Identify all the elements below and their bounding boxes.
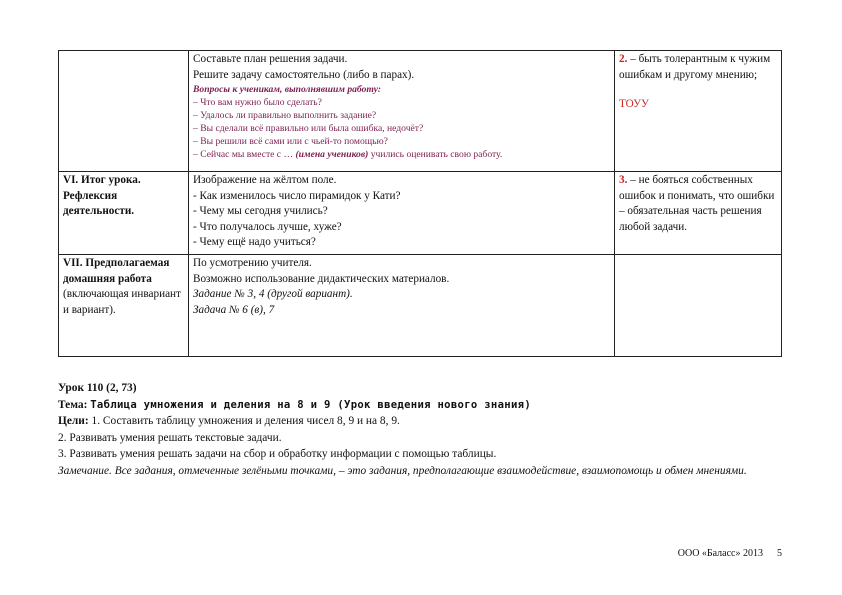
value-number: 3.: [619, 174, 628, 186]
goal-item: 2. Развивать умения решать текстовые задачи.: [58, 431, 282, 444]
lesson-heading: Урок 110 (2, 73): [58, 382, 137, 394]
question-suffix: учились оценивать свою работу.: [370, 149, 503, 160]
question-line: [193, 148, 610, 161]
question-line: – Вы решили всё сами или с чьей-то помощью?: [193, 136, 388, 147]
goal-item: 3. Развивать умения решать задачи на сбор и обработку информации с помощью таблицы.: [58, 448, 497, 460]
value-line: [619, 52, 777, 83]
topic-label: Тема:: [58, 398, 88, 411]
content-line: Изображение на жёлтом поле.: [193, 174, 337, 186]
value-extra: ТОУУ: [619, 98, 649, 110]
value-number: 2.: [619, 53, 628, 65]
question-line: – Вы сделали всё правильно или была ошибка, недочёт?: [193, 123, 424, 134]
question-prefix: – Сейчас мы вместе с …: [193, 149, 294, 160]
content-line: По усмотрению учителя.: [193, 257, 312, 269]
stage-cell: [59, 255, 189, 357]
value-text: – быть толерантным к чужим ошибкам и другому мнению;: [619, 53, 771, 81]
question-line: – Удалось ли правильно выполнить задание?: [193, 110, 377, 121]
table-row: [59, 172, 782, 255]
content-line: Решите задачу самостоятельно (либо в парах).: [193, 68, 415, 81]
stage-note: (включающая инвариант и вариант).: [63, 288, 181, 316]
content-cell: [189, 172, 615, 255]
lesson-plan-table: [58, 50, 782, 357]
question-line: – Что вам нужно было сделать?: [193, 97, 322, 108]
value-cell: [615, 255, 782, 357]
footer-company: ООО «Баласс» 2013: [677, 548, 763, 559]
value-text: – не бояться собственных ошибок и понимать, что ошибки – обязательная часть решения любой задачи.: [619, 174, 775, 233]
content-cell: [189, 255, 615, 357]
content-line: Составьте план решения задачи.: [193, 53, 348, 65]
stage-title: VII. Предполагаемая домашняя работа: [63, 257, 170, 285]
content-line: Задача № 6 (в), 7: [193, 303, 275, 316]
content-line: Задание № 3, 4 (другой вариант).: [193, 288, 353, 300]
topic-line: [58, 397, 781, 414]
content-line: - Как изменилось число пирамидок у Кати?: [193, 189, 401, 202]
stage-cell: [59, 51, 189, 172]
page-number: 5: [777, 548, 782, 559]
table-row: [59, 255, 782, 357]
value-cell: [615, 172, 782, 255]
content-line: Возможно использование дидактических материалов.: [193, 272, 450, 285]
stage-cell: VI. Итог урока. Рефлексия деятельности.: [59, 172, 189, 255]
content-cell: [189, 51, 615, 172]
content-line: - Чему мы сегодня учились?: [193, 205, 328, 217]
goals-label: Цели:: [58, 415, 89, 427]
page-footer: [678, 548, 782, 559]
content-line: - Что получалось лучше, хуже?: [193, 220, 342, 233]
goal-item: 1. Составить таблицу умножения и деления чисел 8, 9 и на 8, 9.: [91, 415, 400, 427]
content-line: - Чему ещё надо учиться?: [193, 236, 316, 248]
lesson-description: [58, 380, 781, 479]
questions-title: Вопросы к ученикам, выполнявшим работу:: [193, 84, 381, 95]
note: Замечание. Все задания, отмеченные зелёными точками, – это задания, предполагающие взаимодействие, взаимопомощь и обмен мнениями.: [58, 464, 747, 477]
value-cell: [615, 51, 782, 172]
table-row: [59, 51, 782, 172]
topic-text: Таблица умножения и деления на 8 и 9 (Урок введения нового знания): [90, 398, 531, 411]
question-names: (имена учеников): [295, 149, 369, 160]
goals-line: [58, 413, 781, 430]
